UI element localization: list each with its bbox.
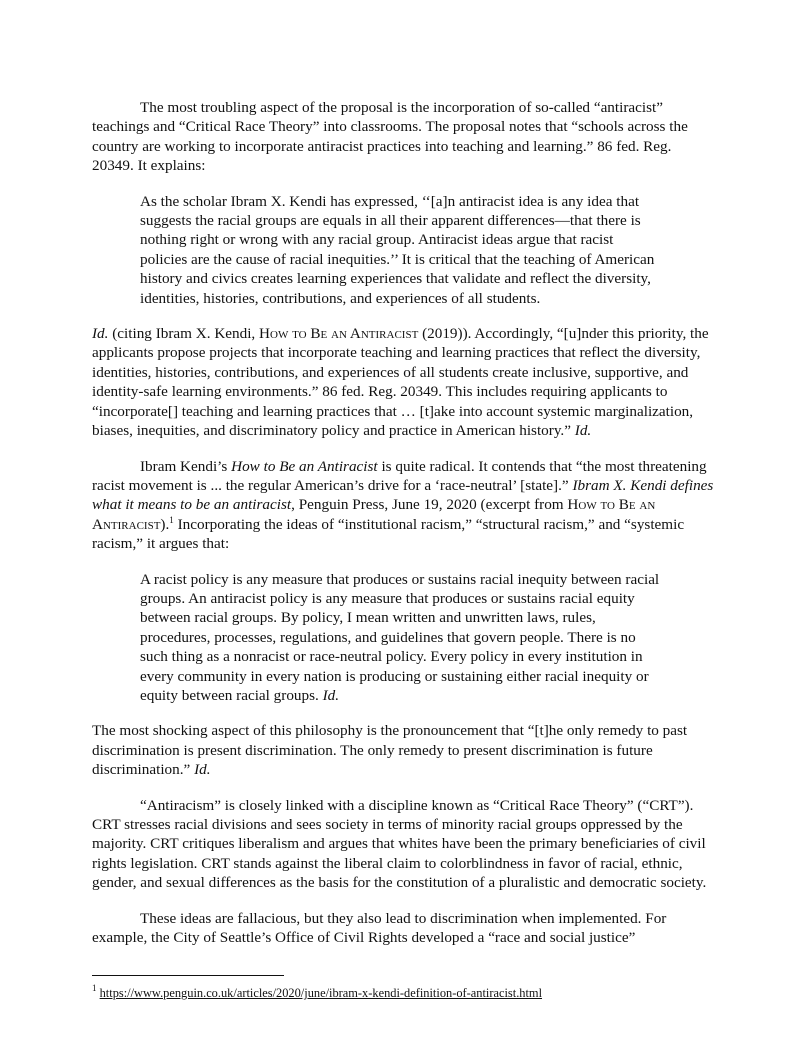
footnote-divider [92,975,284,976]
article-title: Ibram X. Kendi defines what it means to be an antiracist [92,476,714,514]
footnote-1 [92,983,543,1001]
footnote-number: 1 [92,983,97,993]
paragraph-4 [92,721,714,779]
paragraph-2-text: (citing Ibram X. Kendi, [108,325,260,343]
footnote-link[interactable]: https://www.penguin.co.uk/articles/2020/june/ibram-x-kendi-definition-of-antiracist.html [99,986,543,1000]
paragraph-2 [92,324,714,440]
paragraph-3-text: Incorporating the ideas of “institutional racism,” “structural racism,” and “systemic racism,” it argues that: [92,515,685,553]
paragraph-4-text: The most shocking aspect of this philosophy is the pronouncement that “[t]he only remedy to past discrimination is present discrimination. The only remedy to present discrimination is future discrimination.” [92,722,688,779]
paragraph-3-text: , Penguin Press, June 19, 2020 (excerpt from [291,496,568,514]
paragraph-3-text: Ibram Kendi’s [140,457,232,475]
citation-id: Id. [322,686,340,704]
paragraph-2-text: (2019)). Accordingly, “[u]nder this priority, the applicants propose projects that incorporate teaching and learning practices that reflect the diversity, identities, histories, contributions, and experiences of all students create inclusive, supportive, and identity-safe learning environments.” 86 fed. Reg. 20349. This includes requiring applicants to “incorporate[] teaching and learning practices that … [t]ake into account systemic marginalization, biases, inequities, and discriminatory policy and practice in American history.” [92,325,709,440]
citation-id: Id. [194,761,211,779]
block-quote-1: As the scholar Ibram X. Kendi has expressed, ‘‘[a]n antiracist idea is any idea that suggests the racial groups are equals in all their apparent differences—that there is nothing right or wrong with any racial group. Antiracist ideas argue that racist policies are the cause of racial inequities.’’ It is critical that the teaching of American history and civics creates learning experiences that validate and reflect the diversity, identities, histories, contributions, and experiences of all students. [140,192,655,307]
citation-id: Id. [574,422,592,440]
block-quote-2-text: A racist policy is any measure that produces or sustains racial inequity between racial groups. An antiracist policy is any measure that produces or sustains racial equity between racial groups. By policy, I mean written and unwritten laws, rules, procedures, processes, regulations, and guidelines that govern people. There is no such thing as a nonracist or race-neutral policy. Every policy in every institution in every community in every nation is producing or sustaining either racial inequity or equity between racial groups. [140,570,660,704]
footnote-marker[interactable]: 1 [169,514,174,525]
book-title: How to Be an Antiracist [92,496,656,533]
citation-id: Id. [92,325,109,343]
book-title: How to Be an Antiracist [231,457,378,475]
paragraph-6: These ideas are fallacious, but they also lead to discrimination when implemented. For example, the City of Seattle’s Office of Civil Rights developed a “race and social justice” [92,909,667,947]
document-body [92,98,714,963]
block-quote-2 [140,570,660,706]
paragraph-3-text: ). [160,515,170,533]
paragraph-3-text: is quite radical. It contends that “the most threatening racist movement is ... the regular American’s drive for a ‘race-neutral’ [state].” [92,457,707,494]
paragraph-1: The most troubling aspect of the proposal is the incorporation of so-called “antiracist” teachings and “Critical Race Theory” into classrooms. The proposal notes that “schools across the country are working to incorporate antiracist practices into teaching and learning.” 86 fed. Reg. 20349. It explains: [92,99,688,175]
book-title: How to Be an Antiracist [259,325,419,343]
paragraph-5: “Antiracism” is closely linked with a discipline known as “Critical Race Theory” (“CRT”). CRT stresses racial divisions and sees society in terms of minority racial groups oppressed by the majority. CRT critiques liberalism and argues that whites have been the primary beneficiaries of civil rights legislation. CRT stands against the liberal claim to colorblindness in favor of racial, ethnic, gender, and sexual differences as the basis for the constitution of a pluralistic and democratic society. [92,796,707,892]
paragraph-3 [92,457,714,554]
